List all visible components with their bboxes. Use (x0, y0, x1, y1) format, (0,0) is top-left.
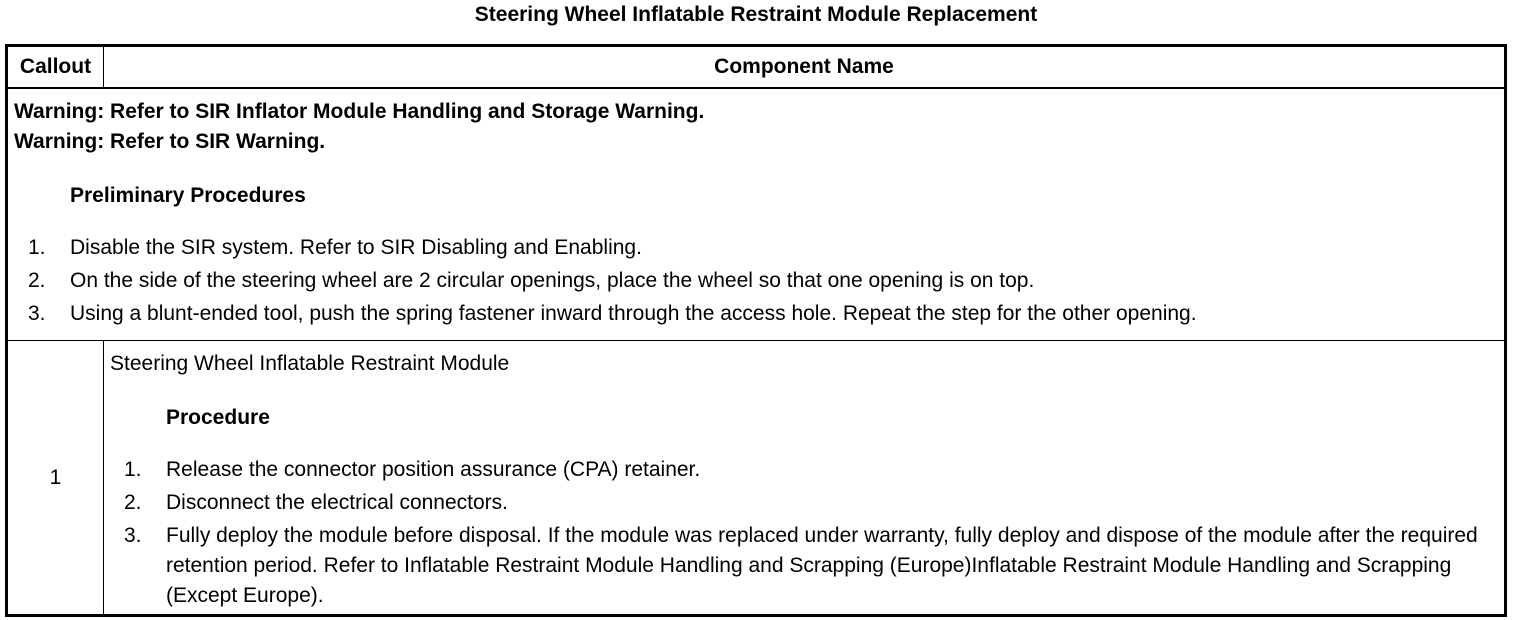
procedure-heading: Procedure (166, 406, 270, 429)
list-item (110, 455, 1484, 485)
step-number: 2. (28, 269, 46, 292)
step-text: Disconnect the electrical connectors. (166, 491, 508, 514)
step-text: Fully deploy the module before disposal. If the module was replaced under warranty, fully deploy and dispose of the module after the required retention period. Refer to Inflatable Restraint Module Handling and Scrapping (Europe)Inflatable Restraint Module Handling and Scrapping (Except Europe). (166, 524, 1478, 607)
list-item (14, 233, 1504, 263)
step-number: 2. (124, 491, 142, 514)
list-item (14, 266, 1504, 296)
component-name-column-header: Component Name (104, 46, 1506, 89)
step-text: On the side of the steering wheel are 2 circular openings, place the wheel so that one opening is on top. (70, 269, 1035, 292)
step-text: Release the connector position assurance (CPA) retainer. (166, 458, 701, 481)
warnings-row (7, 88, 1506, 341)
step-number: 1. (28, 236, 46, 259)
list-item (110, 488, 1484, 518)
component-name: Steering Wheel Inflatable Restraint Module (110, 352, 510, 375)
procedure-table (5, 44, 1507, 617)
list-item (110, 521, 1484, 611)
callout-cell: 1 (7, 341, 104, 616)
preliminary-steps-list (14, 233, 1504, 329)
table-row (7, 341, 1506, 616)
warnings-cell (7, 88, 1506, 341)
callout-column-header: Callout (7, 46, 104, 89)
warning-line: Warning: Refer to SIR Inflator Module Handling and Storage Warning. (14, 100, 705, 123)
table-header-row (7, 46, 1506, 89)
warning-line: Warning: Refer to SIR Warning. (14, 130, 326, 153)
component-cell (104, 341, 1506, 616)
preliminary-procedures-heading: Preliminary Procedures (70, 184, 306, 207)
step-number: 1. (124, 458, 142, 481)
procedure-steps-list (110, 455, 1484, 611)
list-item (14, 299, 1504, 329)
step-text: Using a blunt-ended tool, push the spring fastener inward through the access hole. Repeat the step for the other opening. (70, 302, 1197, 325)
step-number: 3. (124, 524, 142, 547)
document-title: Steering Wheel Inflatable Restraint Module Replacement (474, 3, 1038, 26)
step-number: 3. (28, 302, 46, 325)
step-text: Disable the SIR system. Refer to SIR Disabling and Enabling. (70, 236, 642, 259)
